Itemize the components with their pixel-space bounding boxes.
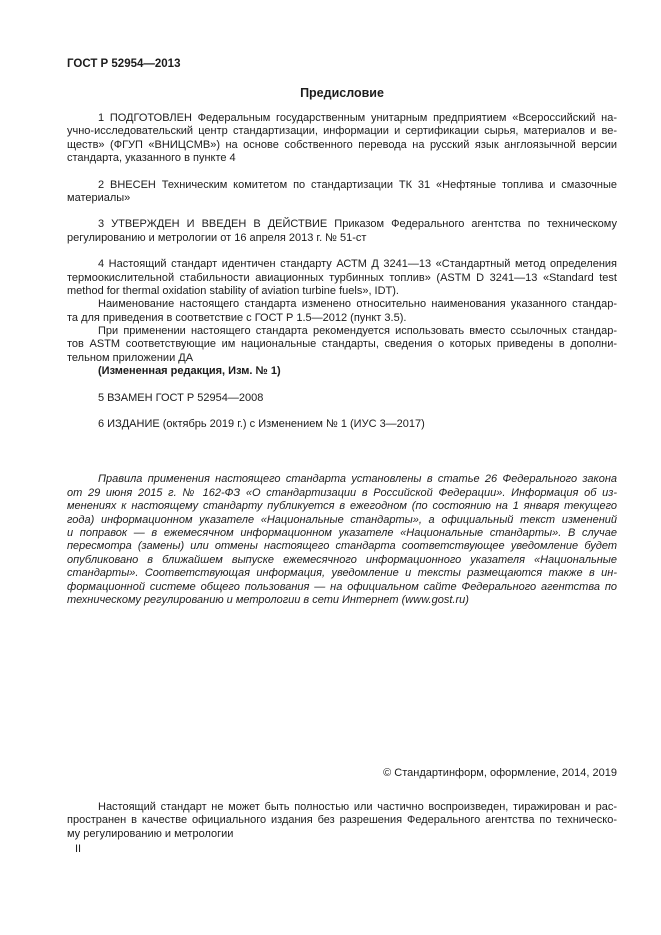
text-line: формационной системе общего пользования — на официальном сайте Федерального агентства по xyxy=(67,580,617,593)
foreword-clause xyxy=(67,418,617,431)
text-line: материалы» xyxy=(67,191,131,204)
text-line: стандарта, указанного в пункте 4 xyxy=(67,152,236,165)
doc-code: ГОСТ Р 52954—2013 xyxy=(67,58,181,70)
foreword-clause xyxy=(67,179,617,206)
text-line: термоокислительной стабильности авиационных турбинных топлив» (ASTM D 3241—13 «Standard test xyxy=(67,271,617,284)
text-line: года) информационном указателе «Национальные стандарты», а официальный текст изменений xyxy=(67,513,617,526)
clause-paragraph xyxy=(67,179,617,206)
restriction-notice xyxy=(67,801,617,841)
text-line: стандарты». Соответствующая информация, уведомление и тексты размещаются также в ин- xyxy=(67,567,617,580)
text-line: от 29 июня 2015 г. № 162-ФЗ «О стандартизации в Российской Федерации». Информация об из- xyxy=(67,486,617,499)
text-line: 5 ВЗАМЕН ГОСТ Р 52954—2008 xyxy=(98,391,264,404)
text-line: техническому регулированию и метрологии в сети Интернет (www.gost.ru) xyxy=(67,593,469,606)
restriction-paragraph xyxy=(67,801,617,841)
text-line: ществ» (ФГУП «ВНИЦСМВ») на основе собственного перевода на русский язык англоязычной версии xyxy=(67,138,617,151)
clause-paragraph xyxy=(67,258,617,298)
text-line: тов ASTM соответствующие им национальные стандарты, сведения о которых приведены в дополни- xyxy=(67,338,617,351)
text-line: method for thermal oxidation stability of aviation turbine fuels», IDT). xyxy=(67,284,399,297)
page-title: Предисловие xyxy=(300,86,384,100)
copyright-line: © Стандартинформ, оформление, 2014, 2019 xyxy=(383,767,617,779)
text-line: Наименование настоящего стандарта изменено относительно наименования указанного стандар- xyxy=(98,298,617,311)
text-line: Настоящий стандарт не может быть полностью или частично воспроизведен, тиражирован и рас- xyxy=(98,801,617,813)
text-line: 1 ПОДГОТОВЛЕН Федеральным государственным унитарным предприятием «Всероссийский на- xyxy=(98,112,617,124)
text-line: 4 Настоящий стандарт идентичен стандарту АСТМ Д 3241—13 «Стандартный метод определения xyxy=(98,258,617,271)
text-line: (Измененная редакция, Изм. № 1) xyxy=(98,365,281,378)
clause-paragraph xyxy=(67,298,617,325)
foreword-content xyxy=(67,112,617,607)
text-line: опубликовано в ближайшем выпуске ежемесячного информационного указателя «Национальные xyxy=(67,553,617,566)
clause-paragraph xyxy=(67,392,617,405)
text-line: менениях к настоящему стандарту публикуется в ежегодном (по состоянию на 1 января текущего xyxy=(67,500,617,513)
text-line: 2 ВНЕСЕН Техническим комитетом по стандартизации ТК 31 «Нефтяные топлива и смазочные xyxy=(98,178,617,191)
text-line: му регулированию и метрологии xyxy=(67,827,234,840)
text-line: учно-исследовательский центр стандартизации, информации и сертификации сырья, материалов и ве- xyxy=(67,125,617,138)
clause-paragraph xyxy=(67,112,617,166)
text-line: тельном приложении ДА xyxy=(67,351,194,364)
foreword-clause xyxy=(67,112,617,166)
text-line: Правила применения настоящего стандарта установлены в статье 26 Федерального закона xyxy=(98,473,617,486)
amendment-note xyxy=(67,365,617,378)
text-line: 3 УТВЕРЖДЕН И ВВЕДЕН В ДЕЙСТВИЕ Приказом Федерального агентства по техническому xyxy=(98,218,617,231)
clause-paragraph xyxy=(67,218,617,245)
legal-notice-paragraph xyxy=(67,473,617,607)
text-line: и поправок — в ежемесячном информационном указателе «Национальные стандарты». В случае xyxy=(67,526,617,539)
legal-notice xyxy=(67,473,617,607)
clause-paragraph xyxy=(67,325,617,365)
foreword-clause xyxy=(67,258,617,379)
foreword-clause xyxy=(67,218,617,245)
text-line: 6 ИЗДАНИЕ (октябрь 2019 г.) с Изменением № 1 (ИУС 3—2017) xyxy=(98,418,425,431)
text-line: При применении настоящего стандарта рекомендуется использовать вместо ссылочных стандар- xyxy=(98,325,617,338)
page-number: II xyxy=(75,843,82,855)
foreword-clause xyxy=(67,392,617,405)
text-line: та для приведения в соответствие с ГОСТ Р 1.5—2012 (пункт 3.5). xyxy=(67,311,407,324)
clause-paragraph xyxy=(67,418,617,431)
text-line: регулированию и метрологии от 16 апреля 2013 г. № 51-ст xyxy=(67,231,367,244)
text-line: пересмотра (замены) или отмены настоящего стандарта соответствующее уведомление будет xyxy=(67,540,617,553)
text-line: пространен в качестве официального издания без разрешения Федерального агентства по техническо- xyxy=(67,814,617,827)
